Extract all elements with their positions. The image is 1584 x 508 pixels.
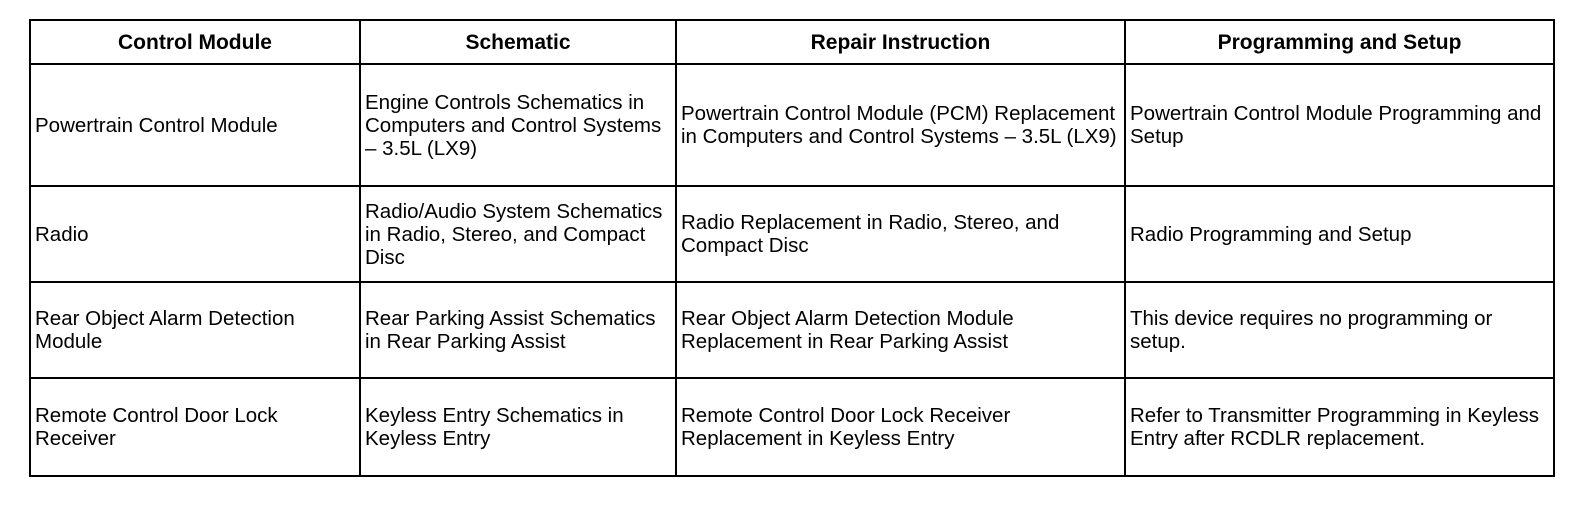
- table-row: [30, 378, 1554, 476]
- cell-programming-and-setup: Powertrain Control Module Programming and Setup: [1125, 64, 1554, 186]
- header-repair-instruction: Repair Instruction: [676, 20, 1125, 64]
- cell-control-module: Rear Object Alarm Detection Module: [30, 282, 360, 378]
- cell-schematic: Engine Controls Schematics in Computers and Control Systems – 3.5L (LX9): [360, 64, 676, 186]
- cell-repair-instruction: Remote Control Door Lock Receiver Replacement in Keyless Entry: [676, 378, 1125, 476]
- cell-repair-instruction: Rear Object Alarm Detection Module Replacement in Rear Parking Assist: [676, 282, 1125, 378]
- cell-programming-and-setup: Radio Programming and Setup: [1125, 186, 1554, 282]
- header-schematic: Schematic: [360, 20, 676, 64]
- cell-schematic: Radio/Audio System Schematics in Radio, Stereo, and Compact Disc: [360, 186, 676, 282]
- cell-schematic: Rear Parking Assist Schematics in Rear Parking Assist: [360, 282, 676, 378]
- cell-control-module: Remote Control Door Lock Receiver: [30, 378, 360, 476]
- cell-programming-and-setup: This device requires no programming or setup.: [1125, 282, 1554, 378]
- table-row: [30, 64, 1554, 186]
- control-module-table: [29, 19, 1555, 477]
- cell-control-module: Powertrain Control Module: [30, 64, 360, 186]
- table-row: [30, 282, 1554, 378]
- header-row: [30, 20, 1554, 64]
- cell-schematic: Keyless Entry Schematics in Keyless Entry: [360, 378, 676, 476]
- table-row: [30, 186, 1554, 282]
- header-control-module: Control Module: [30, 20, 360, 64]
- cell-repair-instruction: Radio Replacement in Radio, Stereo, and Compact Disc: [676, 186, 1125, 282]
- cell-programming-and-setup: Refer to Transmitter Programming in Keyless Entry after RCDLR replacement.: [1125, 378, 1554, 476]
- cell-control-module: Radio: [30, 186, 360, 282]
- cell-repair-instruction: Powertrain Control Module (PCM) Replacement in Computers and Control Systems – 3.5L (LX9): [676, 64, 1125, 186]
- header-programming-and-setup: Programming and Setup: [1125, 20, 1554, 64]
